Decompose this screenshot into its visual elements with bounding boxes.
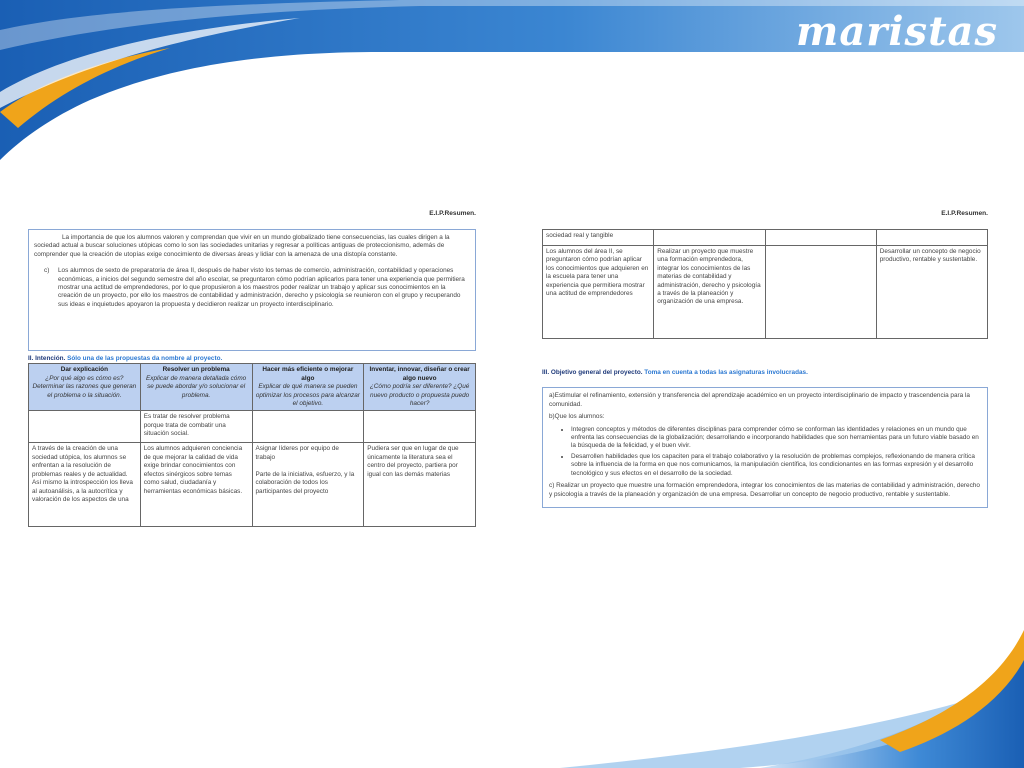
column-header	[364, 364, 476, 411]
brand-logo: maristas	[796, 8, 998, 55]
table-row	[543, 245, 988, 338]
column-desc: Explicar de manera detallada cómo se puede abordar y/o solucionar el problema.	[146, 374, 247, 399]
objective-heading	[542, 369, 988, 377]
point-c	[34, 267, 470, 309]
table-cell	[876, 229, 987, 245]
table-cell: Los alumnos adquieren conciencia de que mejorar la calidad de vida exige brindar conocimientos con efectos sinérgicos sobre temas como salud, ciudadanía y herramientas económicas básicas.	[140, 443, 252, 527]
section-title: II. Intención.	[28, 354, 66, 362]
table-row	[29, 443, 476, 527]
objective-c: c) Realizar un proyecto que muestre una formación emprendedora, integrar los conocimientos de las materias de contabilidad y administración, derecho y psicología a través de la planeación y organización de una empresa. Desarrollar un concepto de negocio productivo, rentable y sustentable.	[549, 482, 980, 498]
column-title: Dar explicación	[60, 366, 108, 374]
intention-table	[28, 363, 476, 527]
column-title: Resolver un problema	[162, 366, 230, 374]
objective-b: b)Que los alumnos:	[549, 413, 605, 421]
objective-b-list	[549, 426, 981, 479]
intro-box	[28, 229, 476, 351]
section-heading	[28, 355, 476, 363]
column-title: Hacer más eficiente o mejorar algo	[262, 366, 354, 382]
column-desc: Explicar de qué manera se pueden optimizar los procesos para alcanzar el objetivo.	[255, 383, 360, 407]
table-cell	[654, 229, 765, 245]
page-tag: E.I.P.Resumen.	[429, 210, 476, 217]
table-cell: Los alumnos del área II, se preguntaron cómo podrían aplicar los conocimientos que adquieren en la escuela para tener una experiencia que permitiera mostrar una actitud de emprendedores	[543, 245, 654, 338]
table-header-row	[29, 364, 476, 411]
table-row	[29, 411, 476, 443]
objective-hint: Toma en cuenta a todas las asignaturas involucradas.	[644, 368, 808, 376]
objective-title: III. Objetivo general del proyecto.	[542, 368, 643, 376]
objective-a: a)Estimular el refinamiento, extensión y transferencia del aprendizaje académico en un proyecto interdisciplinario de impacto y trascendencia para la comunidad.	[549, 392, 970, 408]
list-item: • Desarrollen habilidades que los capaciten para el trabajo colaborativo y la resolución de problemas complejos, reflexionando de manera crítica sobre la influencia de la forma en que nos comunicamos, la manipulación científica, los condicionantes en las formas expresión y el desarrollo tecnológico y sus efectos en el desarrollo de la sociedad.	[571, 453, 981, 478]
table-cell	[252, 411, 364, 443]
table-cell	[765, 229, 876, 245]
table-cell	[364, 411, 476, 443]
column-header	[252, 364, 364, 411]
table-cell: Pudiera ser que en lugar de que únicamente la literatura sea el centro del proyecto, partiera por igual con las demás materias	[364, 443, 476, 527]
point-label: c)	[44, 267, 50, 275]
table-row	[543, 229, 988, 245]
document-page-left	[28, 210, 476, 527]
list-item: • Integren conceptos y métodos de diferentes disciplinas para comprender cómo se conforman las identidades y relaciones en un mundo que enfrenta las consecuencias de la globalización; desarrollando e incorporando habilidades que son herramientas para un futuro viable basado en la búsqueda de la felicidad, y el buen vivir.	[571, 426, 981, 451]
column-header	[140, 364, 252, 411]
column-title: Inventar, innovar, diseñar o crear algo nuevo	[369, 366, 470, 382]
point-text: Los alumnos de sexto de preparatoria de área II, después de haber visto los temas de comercio, administración, contabilidad y operaciones económicas, a inicios del segundo semestre del año escolar, se preguntaron cómo podrían aplicarlos para tener una experiencia que permitiera mostrar una actitud de emprendedores, por lo que propusieron a los maestros poder realizar un trabajo y aplicar sus conocimientos en la creación de un proyecto, por ello los maestros de contabilidad y administración, derecho y psicología se reunieron con el grupo y recuperando sus ideas e inquietudes apoyaron la propuesta y decidieron realizar un proyecto interdisciplinario.	[58, 267, 465, 308]
table-cell: Realizar un proyecto que muestre una formación emprendedora, integrar los conocimientos de las materias de contabilidad y administración, derecho y psicología a través de la planeación y organización de una empresa.	[654, 245, 765, 338]
table-cell: A través de la creación de una sociedad utópica, los alumnos se enfrentan a la resolución de problemas reales y de actualidad. Así mismo la introspección los lleva al autoanálisis, a la autocrítica y valoración de los aspectos de una	[29, 443, 141, 527]
column-desc: ¿Por qué algo es cómo es? Determinar las razones que generan el problema o la situación.	[32, 374, 137, 399]
table-cell: Asignar líderes por equipo de trabajo Parte de la iniciativa, esfuerzo, y la colaboración de todos los participantes del proyecto	[252, 443, 364, 527]
table-cell	[29, 411, 141, 443]
objective-box	[542, 387, 988, 508]
table-cell: sociedad real y tangible	[543, 229, 654, 245]
table-cell: Desarrollar un concepto de negocio productivo, rentable y sustentable.	[876, 245, 987, 338]
document-page-right	[542, 210, 988, 508]
intention-table-continued	[542, 229, 988, 339]
column-desc: ¿Cómo podría ser diferente? ¿Qué nuevo producto o propuesta puedo hacer?	[369, 383, 470, 407]
intro-paragraph: La importancia de que los alumnos valoren y comprendan que vivir en un mundo globalizado tiene consecuencias, las cuales dirigen a la sociedad actual a buscar soluciones utópicas como lo son las sociedades unitarias y regresar a políticas antiguas de proteccionismo, además de comprender que la creación de utopías exige conocimiento de diversas áreas y lidiar con la amenaza de una distopía constante.	[34, 233, 450, 258]
page-tag: E.I.P.Resumen.	[941, 210, 988, 217]
table-cell: Es tratar de resolver problema porque trata de combatir una situación social.	[140, 411, 252, 443]
table-cell	[765, 245, 876, 338]
section-hint: Sólo una de las propuestas da nombre al proyecto.	[67, 354, 223, 362]
column-header	[29, 364, 141, 411]
